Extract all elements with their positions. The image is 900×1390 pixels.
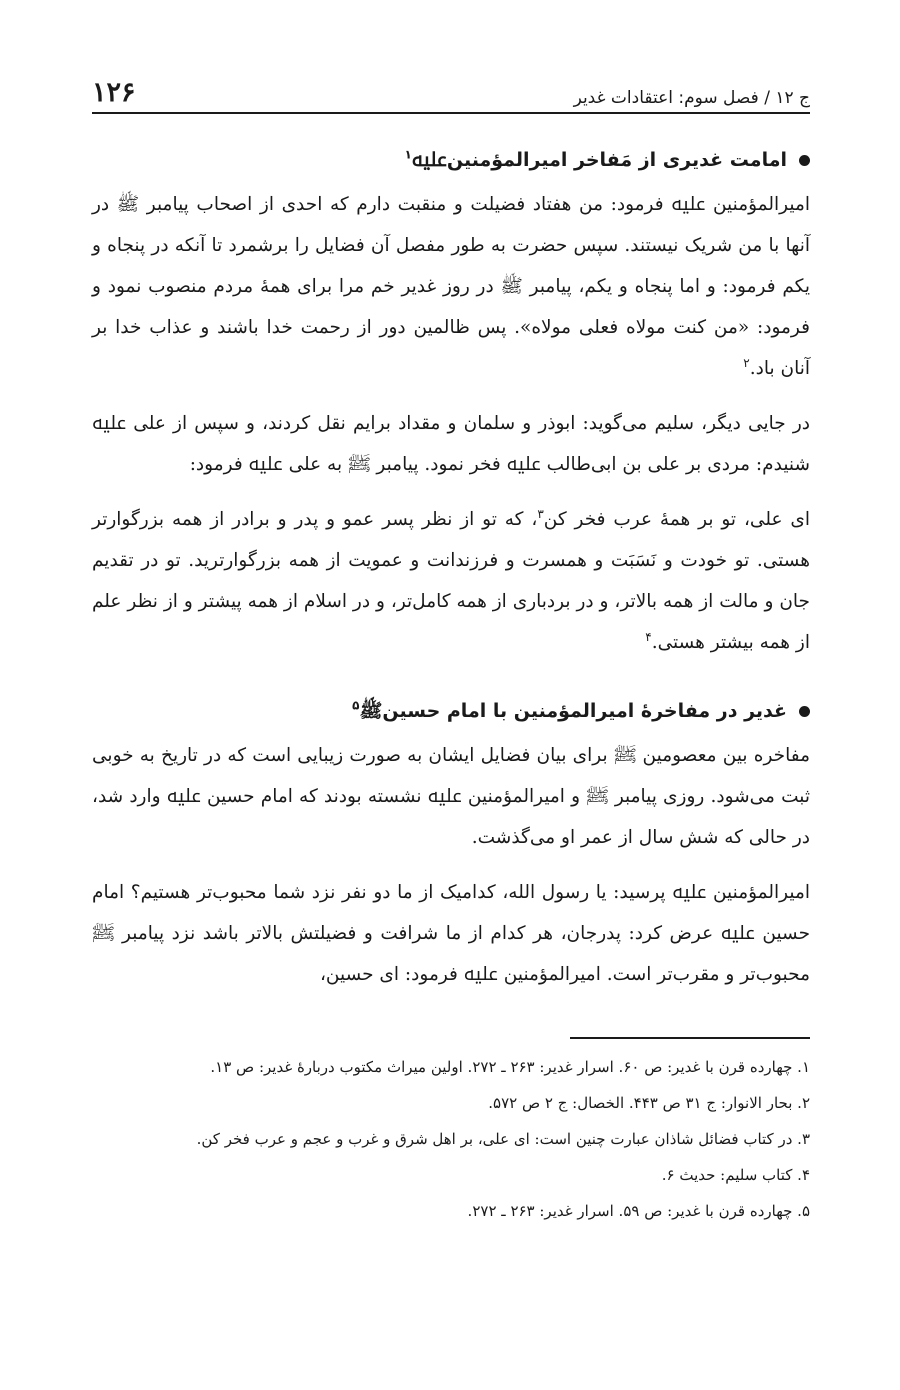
bullet-icon — [799, 706, 810, 717]
honorific-symbol: ﷷ — [411, 149, 447, 171]
paragraph-text: مفاخره بین معصومین ﷺ برای بیان فضایل ایشان به صورت زیبایی است که در تاریخ به خوبی ثبت می‌شود. روزی پیامبر ﷺ و امیرالمؤمنین ﷷ نشسته بودند که امام حسین ﷷ وارد شد، در حالی که شش سال از عمر او می‌گذشت. — [92, 745, 810, 848]
running-header — [92, 60, 810, 114]
honorific-symbol: ﷺ — [359, 700, 383, 722]
footnote: ۴. کتاب سلیم: حدیث ۶. — [661, 1166, 810, 1184]
footnote: ۳. در کتاب فضائل شاذان عبارت چنین است: ای علی، بر اهل شرق و غرب و عجم و عرب فخر کن. — [196, 1130, 810, 1148]
heading-text: غدیر در مفاخرهٔ امیرالمؤمنین با امام حسین — [382, 700, 787, 722]
running-title: ج ۱۲ / فصل سوم: اعتقادات غدیر — [573, 88, 810, 108]
footnote: ۱. چهارده قرن با غدیر: ص ۶۰. اسرار غدیر: ۲۶۳ ـ ۲۷۲. اولین میراث مکتوب دربارهٔ غدیر: ص ۱۳. — [210, 1058, 810, 1076]
bullet-icon — [799, 155, 810, 166]
paragraph — [92, 735, 810, 858]
footnote: ۲. بحار الانوار: ج ۳۱ ص ۴۴۳. الخصال: ج ۲ ص ۵۷۲. — [488, 1094, 810, 1112]
heading-text: امامت غدیری از مَفاخر امیرالمؤمنین — [446, 149, 787, 171]
footnote: ۵. چهارده قرن با غدیر: ص ۵۹. اسرار غدیر: ۲۶۳ ـ ۲۷۲. — [467, 1202, 810, 1220]
paragraph — [92, 184, 810, 389]
paragraph — [92, 403, 810, 485]
book-page — [92, 60, 810, 1229]
paragraph-text: امیرالمؤمنین ﷷ فرمود: من هفتاد فضیلت و منقبت دارم که احدی از اصحاب پیامبر ﷺ در آنها با من شریک نیستند. سپس حضرت به طور مفصل آن فضایل را برشمرد تا آنکه در پنجاه و یکم فرمود: و اما پنجاه و یکم، پیامبر ﷺ در روز غدیر خم مرا برای همهٔ مردم منصوب نمود و فرمود: «من کنت مولاه فعلی مولاه». پس ظالمین دور از رحمت خدا باشند و عذاب خدا بر آنان باد. — [92, 194, 810, 379]
footnote-ref: ۱ — [404, 147, 412, 162]
paragraph-text: امیرالمؤمنین ﷷ پرسید: یا رسول الله، کدامیک از ما دو نفر نزد شما محبوب‌تر هستیم؟ امام حسین ﷷ عرض کرد: پدرجان، هر کدام از ما شرافت و فضیلتش بالاتر باشد نزد پیامبر ﷺ محبوب‌تر و مقرب‌تر است. امیرالمؤمنین ﷷ فرمود: ای حسین، — [92, 882, 810, 985]
footnote-ref: ۲ — [743, 355, 750, 370]
footnote-divider — [570, 1037, 810, 1039]
paragraph-text: ، که تو از نظر پسر عمو و پدر و برادر از همه بزرگوارتر هستی. تو خودت و نَسَبَت و همسرت و فرزندانت و عمویت از همه بزرگوارترید. تو در تقدیم جان و مالت از همه بالاتر، و در بردباری از همه کامل‌تر، و در اسلام از همه پیشتر و از نظر علم از همه بیشتر هستی. — [92, 509, 810, 653]
paragraph — [92, 499, 810, 663]
section-heading-imamat — [92, 140, 810, 180]
section-heading-ghadir — [92, 691, 810, 731]
page-number: ۱۲۶ — [92, 77, 136, 108]
footnote-ref: ۳ — [537, 506, 544, 521]
footnotes — [92, 1049, 810, 1229]
paragraph-text: در جایی دیگر، سلیم می‌گوید: ابوذر و سلمان و مقداد برایم نقل کردند، و سپس از علی ﷷ شنیدم: مردی بر علی بن ابی‌طالب ﷷ فخر نمود. پیامبر ﷺ به علی ﷷ فرمود: — [92, 413, 810, 475]
footnote-ref: ۴ — [645, 629, 652, 644]
paragraph — [92, 872, 810, 995]
paragraph-text: ای علی، تو بر همهٔ عرب فخر کن — [543, 509, 810, 530]
footnote-ref: ۵ — [352, 698, 360, 713]
